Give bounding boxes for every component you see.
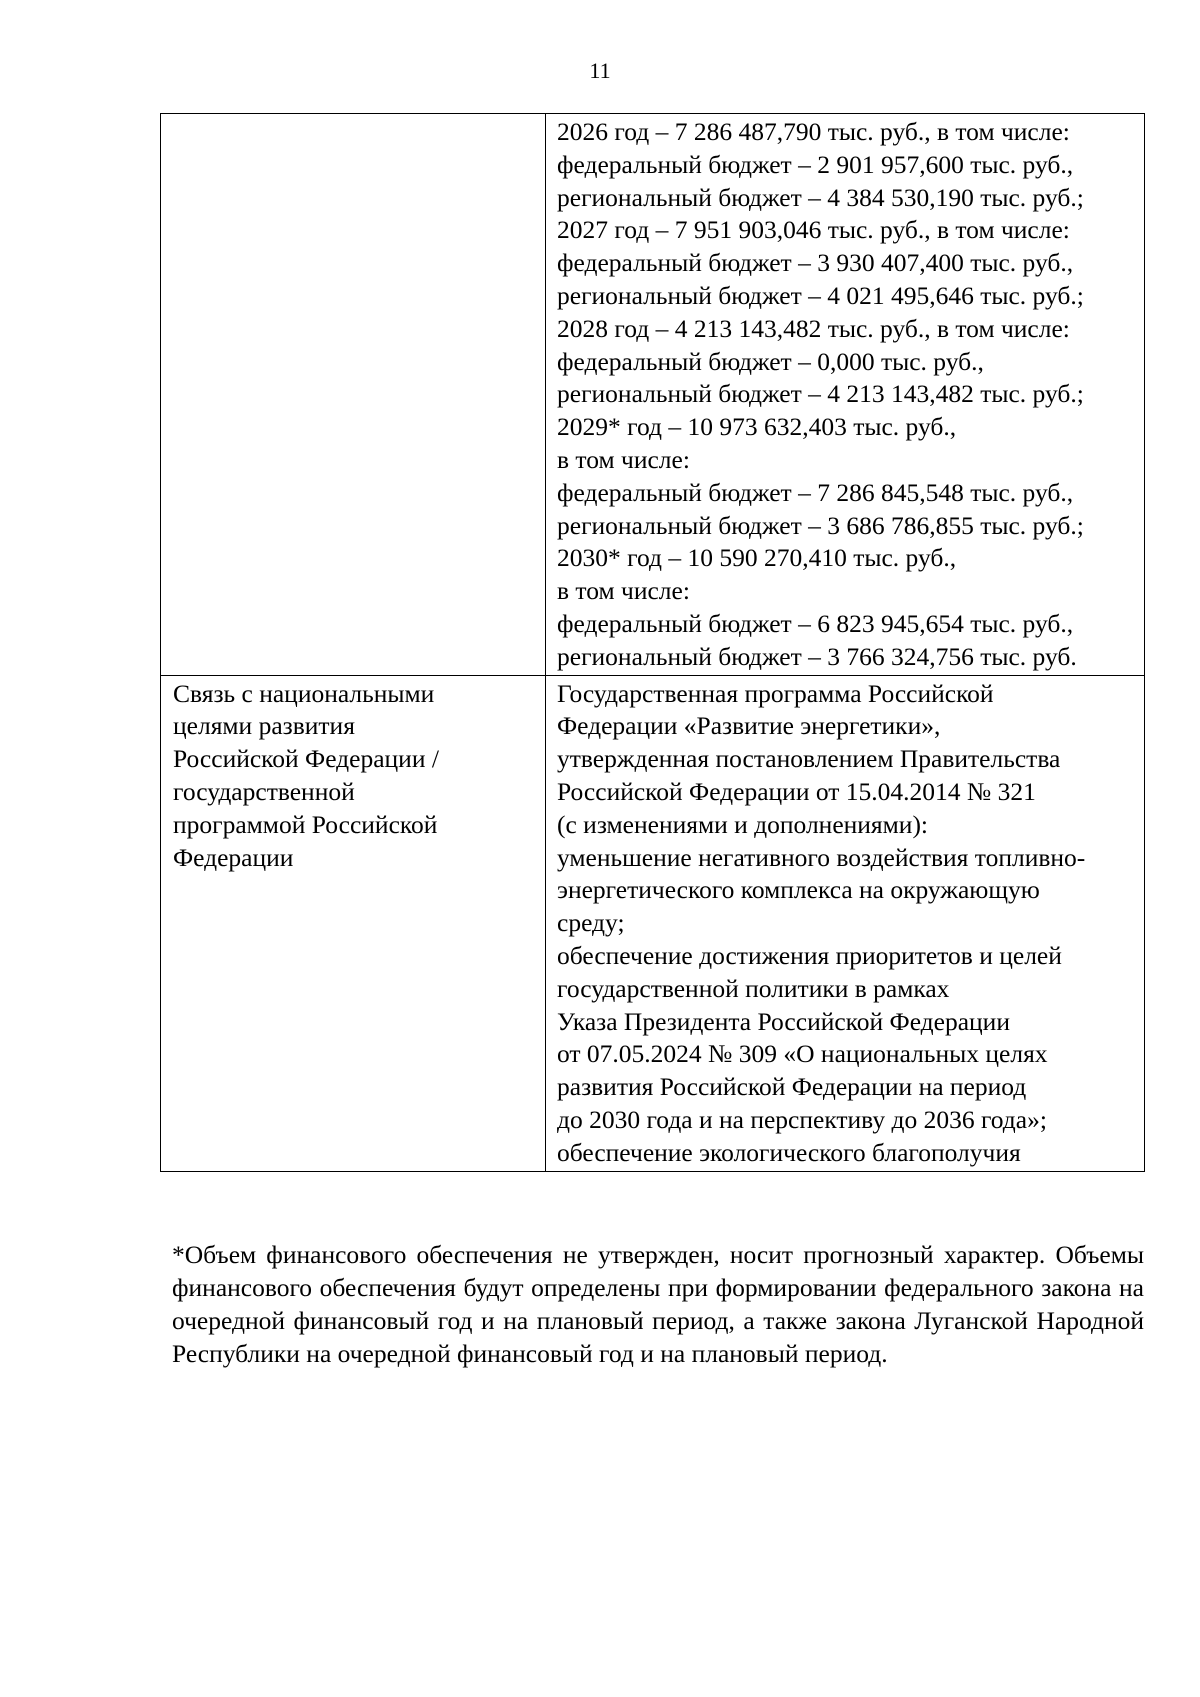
funding-line: региональный бюджет – 3 686 786,855 тыс. руб.; (557, 510, 1084, 540)
goals-line: развития Российской Федерации на период (557, 1072, 1027, 1102)
goals-line: обеспечение достижения приоритетов и целей (557, 940, 1062, 970)
footnote: *Объем финансового обеспечения не утвержден, носит прогнозный характер. Объемы финансового обеспечения будут определены при формировании федерального закона на очередной финансовый год и на плановый период, а также закона Луганской Народной Республики на очередной финансовый год и на плановый период. (172, 1239, 1144, 1368)
funding-line: федеральный бюджет – 0,000 тыс. руб., (557, 346, 984, 376)
goals-line: Указа Президента Российской Федерации (557, 1006, 1010, 1036)
funding-line: федеральный бюджет – 7 286 845,548 тыс. руб., (557, 477, 1074, 507)
goals-line: энергетического комплекса на окружающую (557, 875, 1040, 905)
funding-line: 2027 год – 7 951 903,046 тыс. руб., в том числе: (557, 215, 1070, 245)
label-line: Федерации (173, 842, 294, 872)
national-goals-row (161, 675, 1145, 1171)
funding-line: федеральный бюджет – 3 930 407,400 тыс. руб., (557, 248, 1074, 278)
goals-line: уменьшение негативного воздействия топливно- (557, 842, 1086, 872)
goals-line: от 07.05.2024 № 309 «О национальных целях (557, 1039, 1048, 1069)
passport-table (160, 113, 1145, 1172)
goals-line: до 2030 года и на перспективу до 2036 года»; (557, 1104, 1047, 1134)
goals-line: Государственная программа Российской (557, 678, 994, 708)
national-goals-content-cell (546, 675, 1145, 1171)
goals-line: Российской Федерации от 15.04.2014 № 321 (557, 776, 1036, 806)
label-line: Российской Федерации / (173, 744, 439, 774)
funding-label-cell (161, 114, 546, 676)
funding-line: в том числе: (557, 576, 690, 606)
funding-line: региональный бюджет – 4 213 143,482 тыс. руб.; (557, 379, 1084, 409)
funding-line: региональный бюджет – 4 384 530,190 тыс. руб.; (557, 182, 1084, 212)
funding-line: федеральный бюджет – 2 901 957,600 тыс. руб., (557, 149, 1074, 179)
funding-amounts-cell (546, 114, 1145, 676)
goals-line: Федерации «Развитие энергетики», (557, 711, 941, 741)
funding-line: региональный бюджет – 3 766 324,756 тыс. руб. (557, 641, 1077, 671)
funding-line: 2028 год – 4 213 143,482 тыс. руб., в том числе: (557, 313, 1070, 343)
label-line: Связь с национальными (173, 678, 435, 708)
label-line: государственной (173, 776, 355, 806)
funding-line: региональный бюджет – 4 021 495,646 тыс. руб.; (557, 280, 1084, 310)
funding-line: 2026 год – 7 286 487,790 тыс. руб., в том числе: (557, 117, 1070, 146)
label-line: программой Российской (173, 809, 438, 839)
goals-line: утвержденная постановлением Правительства (557, 744, 1061, 774)
goals-line: среду; (557, 908, 625, 938)
funding-line: 2029* год – 10 973 632,403 тыс. руб., (557, 412, 957, 442)
funding-line: федеральный бюджет – 6 823 945,654 тыс. руб., (557, 608, 1074, 638)
funding-line: в том числе: (557, 444, 690, 474)
label-line: целями развития (173, 711, 355, 741)
funding-row (161, 114, 1145, 676)
page-number: 11 (589, 58, 611, 83)
goals-line: (с изменениями и дополнениями): (557, 809, 929, 839)
funding-line: 2030* год – 10 590 270,410 тыс. руб., (557, 543, 957, 573)
goals-line: государственной политики в рамках (557, 973, 950, 1003)
goals-line: обеспечение экологического благополучия (557, 1137, 1021, 1167)
national-goals-label-cell (161, 675, 546, 1171)
